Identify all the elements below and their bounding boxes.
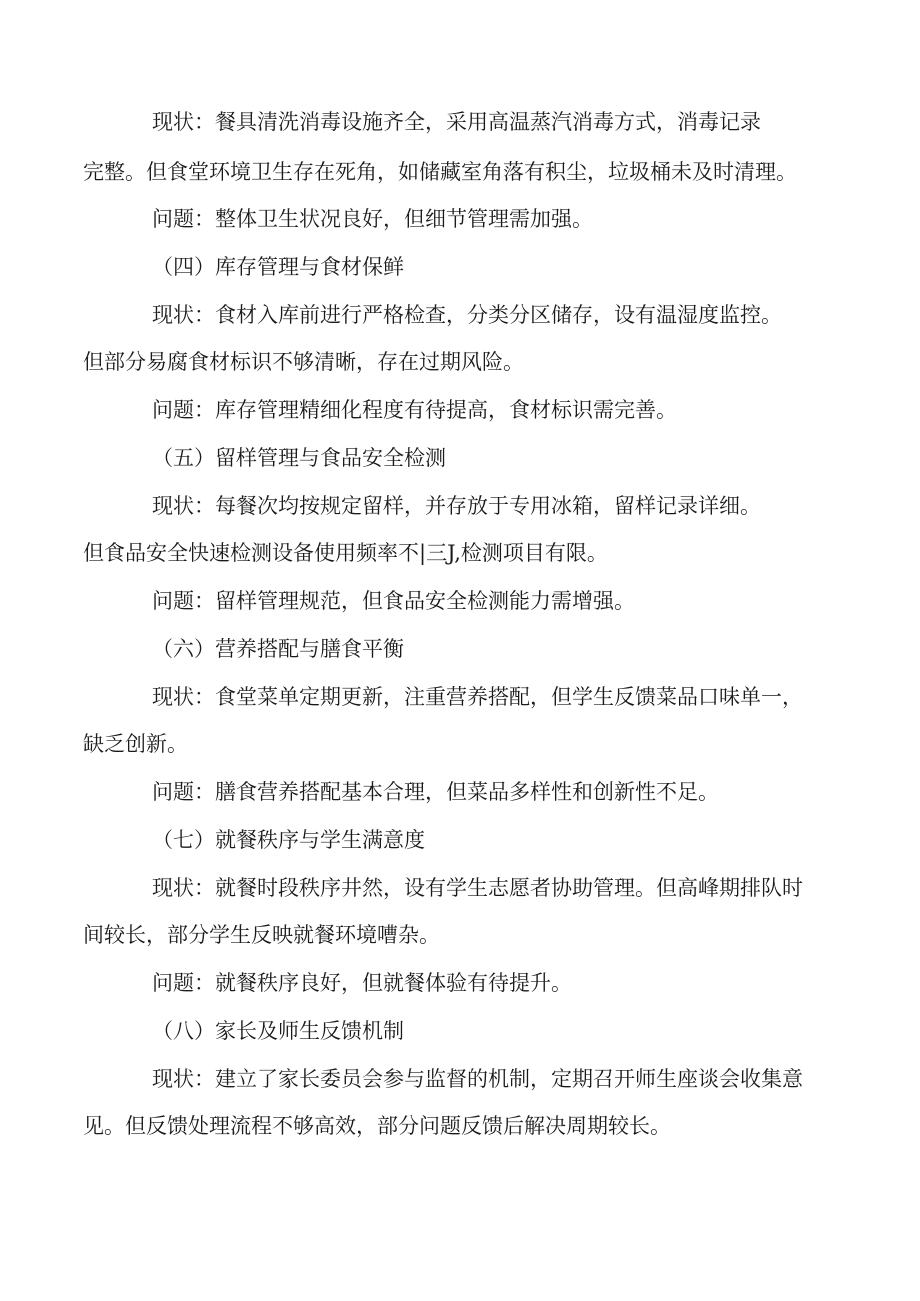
paragraph-line: 问题：整体卫生状况良好，但细节管理需加强。 [152,207,593,231]
section-heading: （八）家长及师生反馈机制 [152,1019,404,1043]
paragraph-line: 但部分易腐食材标识不够清晰，存在过期风险。 [83,350,524,374]
paragraph-line: 现状：食材入库前进行严格检查，分类分区储存，设有温湿度监控。 [152,303,782,327]
section-heading: （五）留样管理与食品安全检测 [152,446,446,470]
section-heading: （四）库存管理与食材保鲜 [152,255,404,279]
paragraph-line: 缺乏创新。 [83,732,188,756]
paragraph-line: 现状：餐具清洗消毒设施齐全，采用高温蒸汽消毒方式，消毒记录 [152,110,761,134]
paragraph-line: 现状：食堂菜单定期更新，注重营养搭配，但学生反馈菜品口味单一， [152,685,803,709]
paragraph-line: 现状：建立了家长委员会参与监督的机制，定期召开师生座谈会收集意 [152,1067,803,1091]
paragraph-line: 问题：就餐秩序良好，但就餐体验有待提升。 [152,971,572,995]
paragraph-line: 问题：库存管理精细化程度有待提高，食材标识需完善。 [152,398,677,422]
paragraph-line: 完整。但食堂环境卫生存在死角，如储藏室角落有积尘，垃圾桶未及时清理。 [83,160,797,184]
paragraph-line: 但食品安全快速检测设备使用频率不|三J,检测项目有限。 [83,541,608,565]
section-heading: （六）营养搭配与膳食平衡 [152,637,404,661]
paragraph-line: 现状：每餐次均按规定留样，并存放于专用冰箱，留样记录详细。 [152,494,761,518]
paragraph-line: 间较长，部分学生反映就餐环境嘈杂。 [83,923,440,947]
paragraph-line: 见。但反馈处理流程不够高效，部分问题反馈后解决周期较长。 [83,1114,671,1138]
paragraph-line: 问题：膳食营养搭配基本合理，但菜品多样性和创新性不足。 [152,780,719,804]
paragraph-line: 问题：留样管理规范，但食品安全检测能力需增强。 [152,589,635,613]
paragraph-line: 现状：就餐时段秩序井然，设有学生志愿者协助管理。但高峰期排队时 [152,876,803,900]
section-heading: （七）就餐秩序与学生满意度 [152,828,425,852]
